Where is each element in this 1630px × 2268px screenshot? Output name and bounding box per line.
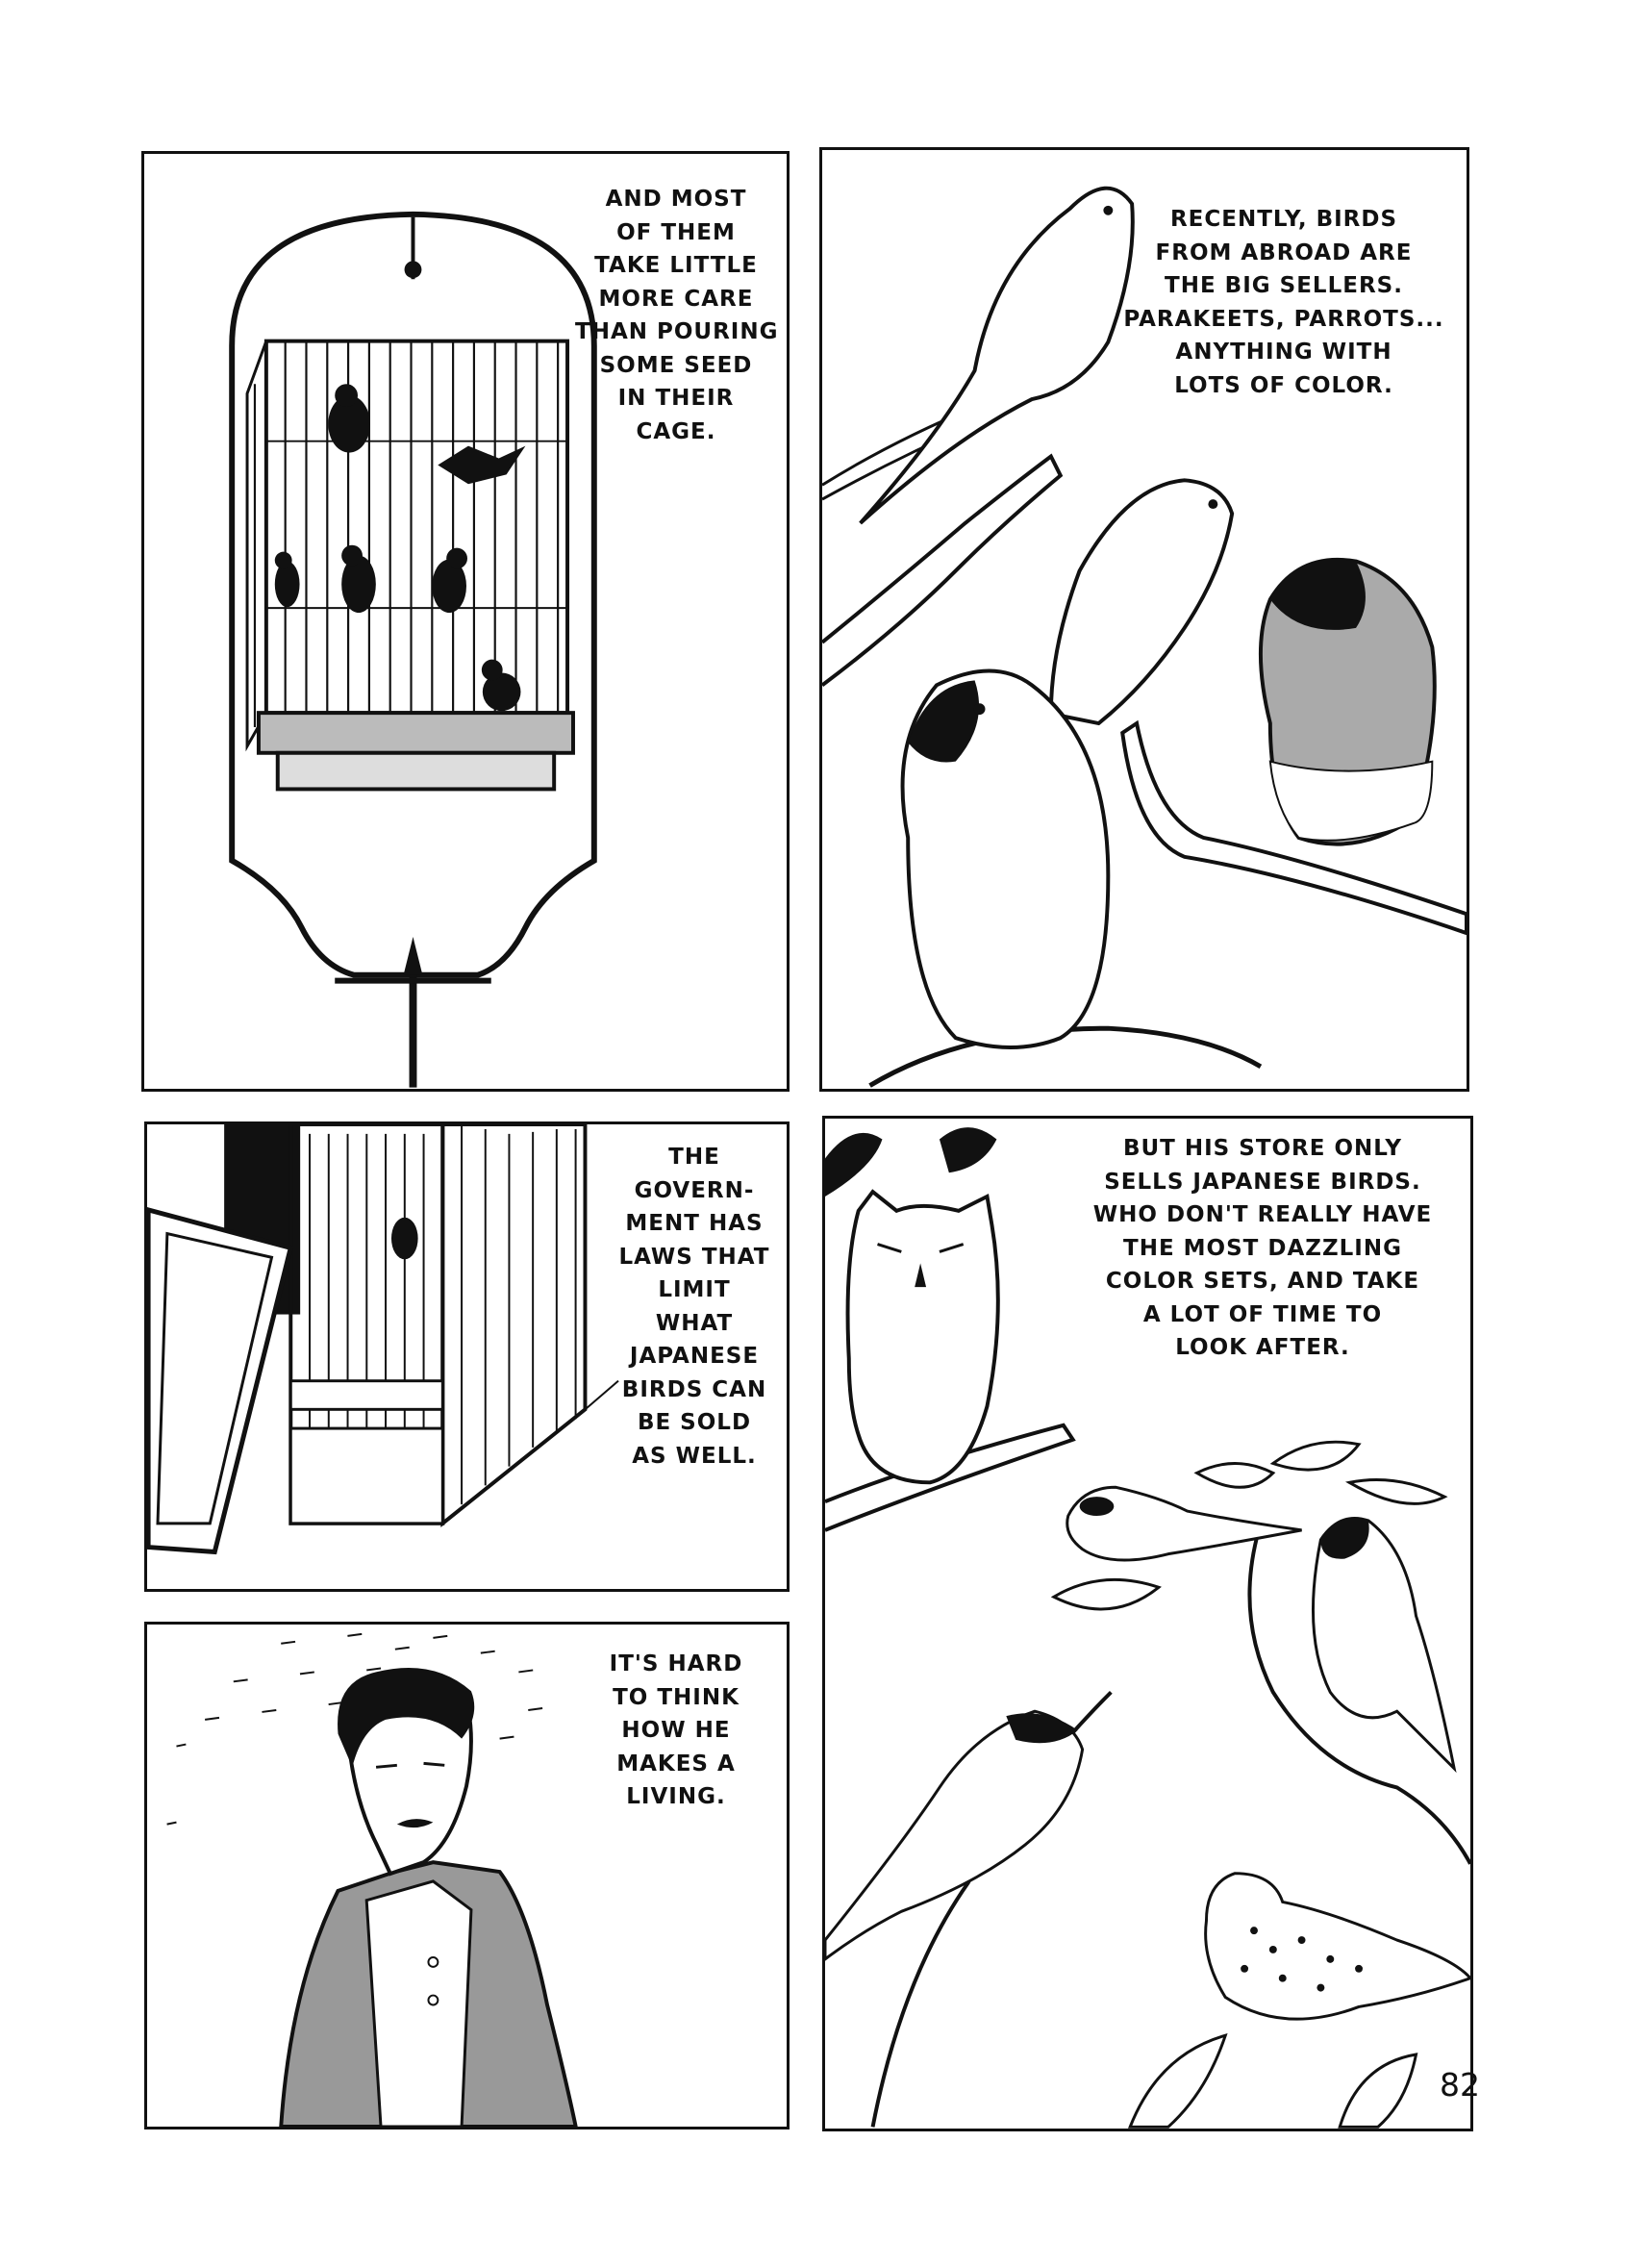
caption-line: MENT HAS [625, 1211, 764, 1236]
caption-line: LIVING. [626, 1784, 726, 1809]
caption-shopkeeper [599, 1648, 753, 1814]
caption-foreign-birds [1116, 203, 1452, 402]
panel-birdcage [141, 151, 790, 1092]
caption-line: LIMIT [658, 1277, 731, 1302]
caption-line: LAWS THAT [618, 1244, 770, 1270]
caption-line: BUT HIS STORE ONLY [1122, 1136, 1403, 1161]
caption-line: JAPANESE [629, 1344, 760, 1369]
caption-line: MAKES A [616, 1751, 736, 1777]
caption-line: MORE CARE [598, 286, 754, 312]
caption-line: SOME SEED [599, 352, 753, 378]
caption-line: BE SOLD [637, 1410, 752, 1435]
caption-line: LOOK AFTER. [1175, 1335, 1350, 1360]
caption-birdcage [575, 183, 777, 448]
caption-line: IT'S HARD [609, 1651, 743, 1676]
caption-line: THAN POURING [575, 319, 779, 344]
caption-line: WHAT [655, 1310, 734, 1336]
caption-line: AND MOST [605, 187, 747, 212]
panel-cage-wall [144, 1121, 790, 1592]
caption-line: GOVERN- [634, 1177, 755, 1203]
caption-line: WHO DON'T REALLY HAVE [1092, 1202, 1433, 1227]
caption-line: COLOR SETS, AND TAKE [1105, 1269, 1420, 1294]
caption-line: THE MOST DAZZLING [1123, 1235, 1402, 1261]
caption-line: OF THEM [616, 219, 736, 245]
caption-line: LOTS OF COLOR. [1174, 372, 1393, 398]
caption-japanese-birds [1061, 1132, 1465, 1365]
caption-line: SELLS JAPANESE BIRDS. [1104, 1169, 1421, 1195]
caption-line: FROM ABROAD ARE [1155, 239, 1413, 265]
page-number: 82 [1440, 2066, 1480, 2104]
caption-line: RECENTLY, BIRDS [1169, 207, 1398, 232]
caption-cage-wall [613, 1141, 776, 1473]
caption-line: ANYTHING WITH [1175, 340, 1392, 365]
panel-shopkeeper [144, 1622, 790, 2129]
panel-japanese-birds [822, 1116, 1473, 2131]
panel-foreign-birds [819, 147, 1469, 1092]
caption-line: CAGE. [636, 418, 716, 444]
caption-line: TO THINK [613, 1684, 740, 1710]
caption-line: THE [668, 1145, 720, 1170]
caption-line: PARAKEETS, PARROTS... [1123, 306, 1444, 332]
caption-line: HOW HE [621, 1718, 731, 1743]
caption-line: TAKE LITTLE [594, 253, 758, 278]
caption-line: BIRDS CAN [621, 1376, 767, 1402]
caption-line: A LOT OF TIME TO [1142, 1301, 1383, 1327]
caption-line: THE BIG SELLERS. [1165, 273, 1403, 298]
caption-line: IN THEIR [617, 386, 735, 411]
caption-line: AS WELL. [632, 1443, 757, 1469]
